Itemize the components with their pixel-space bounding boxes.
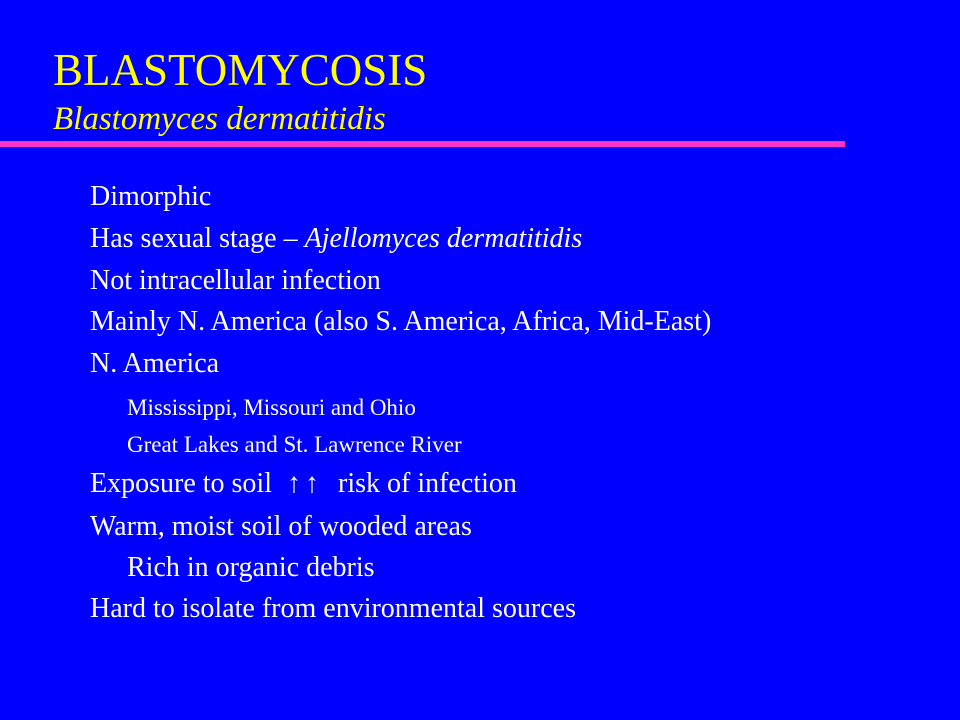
soil-exposure-risk: risk of infection [331, 468, 517, 499]
bullet-warm-moist-soil: Warm, moist soil of wooded areas [90, 511, 472, 542]
bullet-soil-exposure [90, 467, 517, 501]
sub-bullet-river-valleys: Mississippi, Missouri and Ohio [127, 395, 416, 420]
sub-bullet-great-lakes: Great Lakes and St. Lawrence River [127, 432, 462, 457]
title-divider [0, 141, 845, 147]
soil-exposure-label: Exposure to soil [90, 468, 279, 499]
bullet-hard-to-isolate: Hard to isolate from environmental sources [90, 593, 576, 624]
slide-subtitle: Blastomyces dermatitidis [53, 101, 386, 137]
sexual-stage-species: Ajellomyces dermatitidis [304, 223, 583, 254]
sub-bullet-organic-debris: Rich in organic debris [127, 552, 375, 583]
bullet-dimorphic: Dimorphic [90, 181, 212, 212]
bullet-not-intracellular: Not intracellular infection [90, 265, 381, 296]
sexual-stage-label: Has sexual stage – [90, 223, 305, 254]
increase-arrows-icon: ↑↑ [287, 468, 323, 499]
bullet-sexual-stage [90, 222, 582, 256]
bullet-north-america: N. America [90, 348, 220, 379]
bullet-distribution: Mainly N. America (also S. America, Africa, Mid-East) [90, 306, 712, 337]
slide-title: BLASTOMYCOSIS [53, 45, 428, 95]
